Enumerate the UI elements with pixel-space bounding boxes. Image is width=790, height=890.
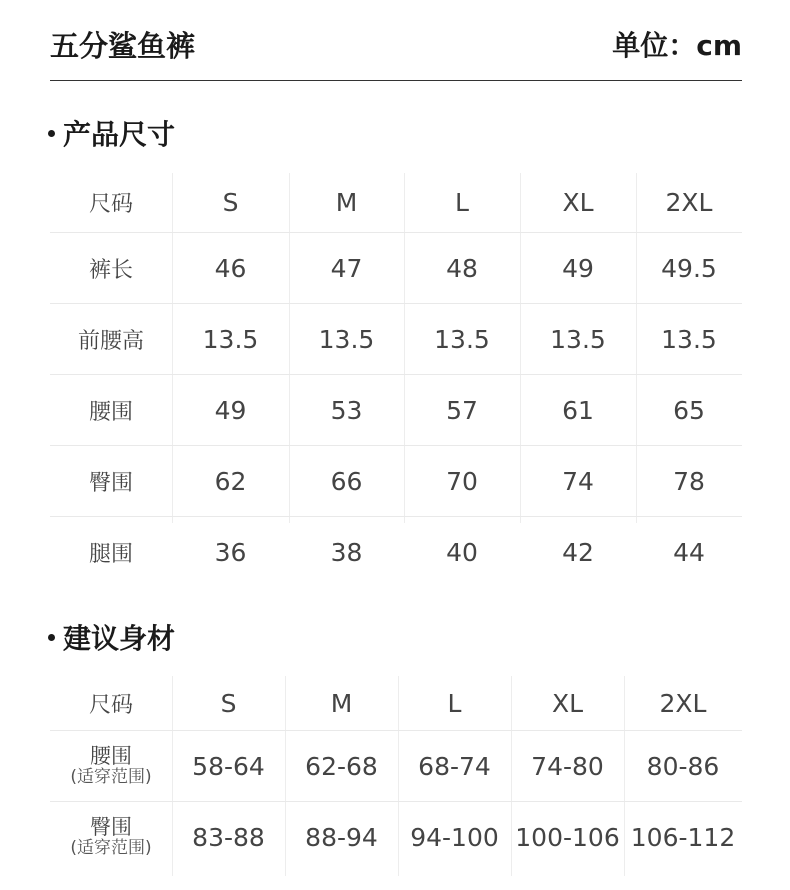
row-label: 裤长: [88, 257, 133, 283]
column-header: M: [335, 188, 358, 217]
table-cell: 100-106: [515, 822, 620, 852]
table-cell: 40: [446, 537, 478, 567]
table-cell: 13.5: [202, 324, 259, 354]
table-cell: 65: [673, 395, 705, 425]
table-cell: 47: [330, 253, 363, 283]
table-header-row: [50, 676, 742, 731]
row-label: 腰围: [88, 399, 133, 425]
column-header: M: [330, 688, 353, 718]
table-cell: 13.5: [318, 324, 375, 354]
column-header: 2XL: [659, 688, 707, 718]
row-label: [50, 731, 172, 801]
table-cell: 74: [562, 466, 594, 496]
column-header: XL: [551, 688, 584, 718]
row-label: 腿围: [88, 541, 133, 567]
table-cell: 70: [446, 466, 478, 496]
unit-label: 单位：cm: [612, 29, 742, 62]
table-cell: 13.5: [550, 324, 606, 354]
section-title-text: 建议身材: [63, 622, 176, 655]
table-cell: 61: [562, 395, 594, 425]
table-cell: 78: [673, 466, 705, 496]
column-header: S: [222, 188, 239, 217]
recommended-size-table: [50, 676, 742, 876]
row-label: 臀围: [88, 470, 133, 496]
table-cell: 88-94: [305, 822, 378, 852]
column-header: S: [220, 688, 237, 718]
product-name: 五分鲨鱼裤: [50, 29, 196, 63]
table-row: [50, 802, 742, 872]
table-cell: 46: [214, 253, 247, 283]
table-cell: 36: [214, 537, 247, 567]
table-cell: 66: [330, 466, 363, 496]
table-cell: 62-68: [305, 751, 378, 781]
row-label-sub: (适穿范围): [70, 838, 152, 859]
table-cell: 68-74: [418, 751, 491, 781]
table-cell: 57: [446, 395, 478, 425]
table-cell: 49.5: [661, 253, 717, 283]
table-cell: 53: [330, 395, 363, 425]
column-header: XL: [562, 188, 594, 217]
table-cell: 58-64: [192, 751, 265, 781]
section-title-product-size: [48, 113, 175, 153]
table-cell: 38: [330, 537, 363, 567]
bullet-icon: [48, 634, 55, 641]
bullet-icon: [48, 130, 55, 137]
table-cell: 94-100: [410, 822, 499, 852]
row-label-sub: (适穿范围): [70, 767, 152, 788]
section-title-recommended: [48, 617, 175, 657]
table-cell: 42: [562, 537, 594, 567]
row-label-main: 腰围: [90, 744, 132, 769]
table-row: [50, 446, 742, 517]
header: [50, 20, 742, 64]
table-row: [50, 517, 742, 587]
table-cell: 13.5: [434, 324, 490, 354]
header-divider: [50, 80, 742, 81]
row-label: [50, 802, 172, 872]
table-cell: 44: [673, 537, 705, 567]
table-row: [50, 375, 742, 446]
column-header: 尺码: [88, 692, 133, 718]
table-row: [50, 731, 742, 802]
column-header: 尺码: [88, 192, 133, 217]
product-size-table: [50, 173, 742, 590]
table-header-row: [50, 173, 742, 233]
table-cell: 49: [562, 253, 594, 283]
table-cell: 106-112: [630, 822, 736, 852]
column-header: L: [447, 688, 462, 718]
table-cell: 62: [214, 466, 247, 496]
table-cell: 80-86: [646, 751, 720, 781]
table-cell: 13.5: [661, 324, 717, 354]
table-cell: 74-80: [531, 751, 604, 781]
table-cell: 83-88: [192, 822, 265, 852]
row-label-main: 臀围: [90, 815, 132, 840]
table-cell: 48: [446, 253, 478, 283]
column-header: L: [455, 188, 469, 217]
table-row: [50, 233, 742, 304]
column-header: 2XL: [665, 188, 713, 217]
section-title-text: 产品尺寸: [63, 118, 176, 151]
table-cell: 49: [214, 395, 247, 425]
table-row: [50, 304, 742, 375]
row-label: 前腰高: [77, 328, 144, 354]
